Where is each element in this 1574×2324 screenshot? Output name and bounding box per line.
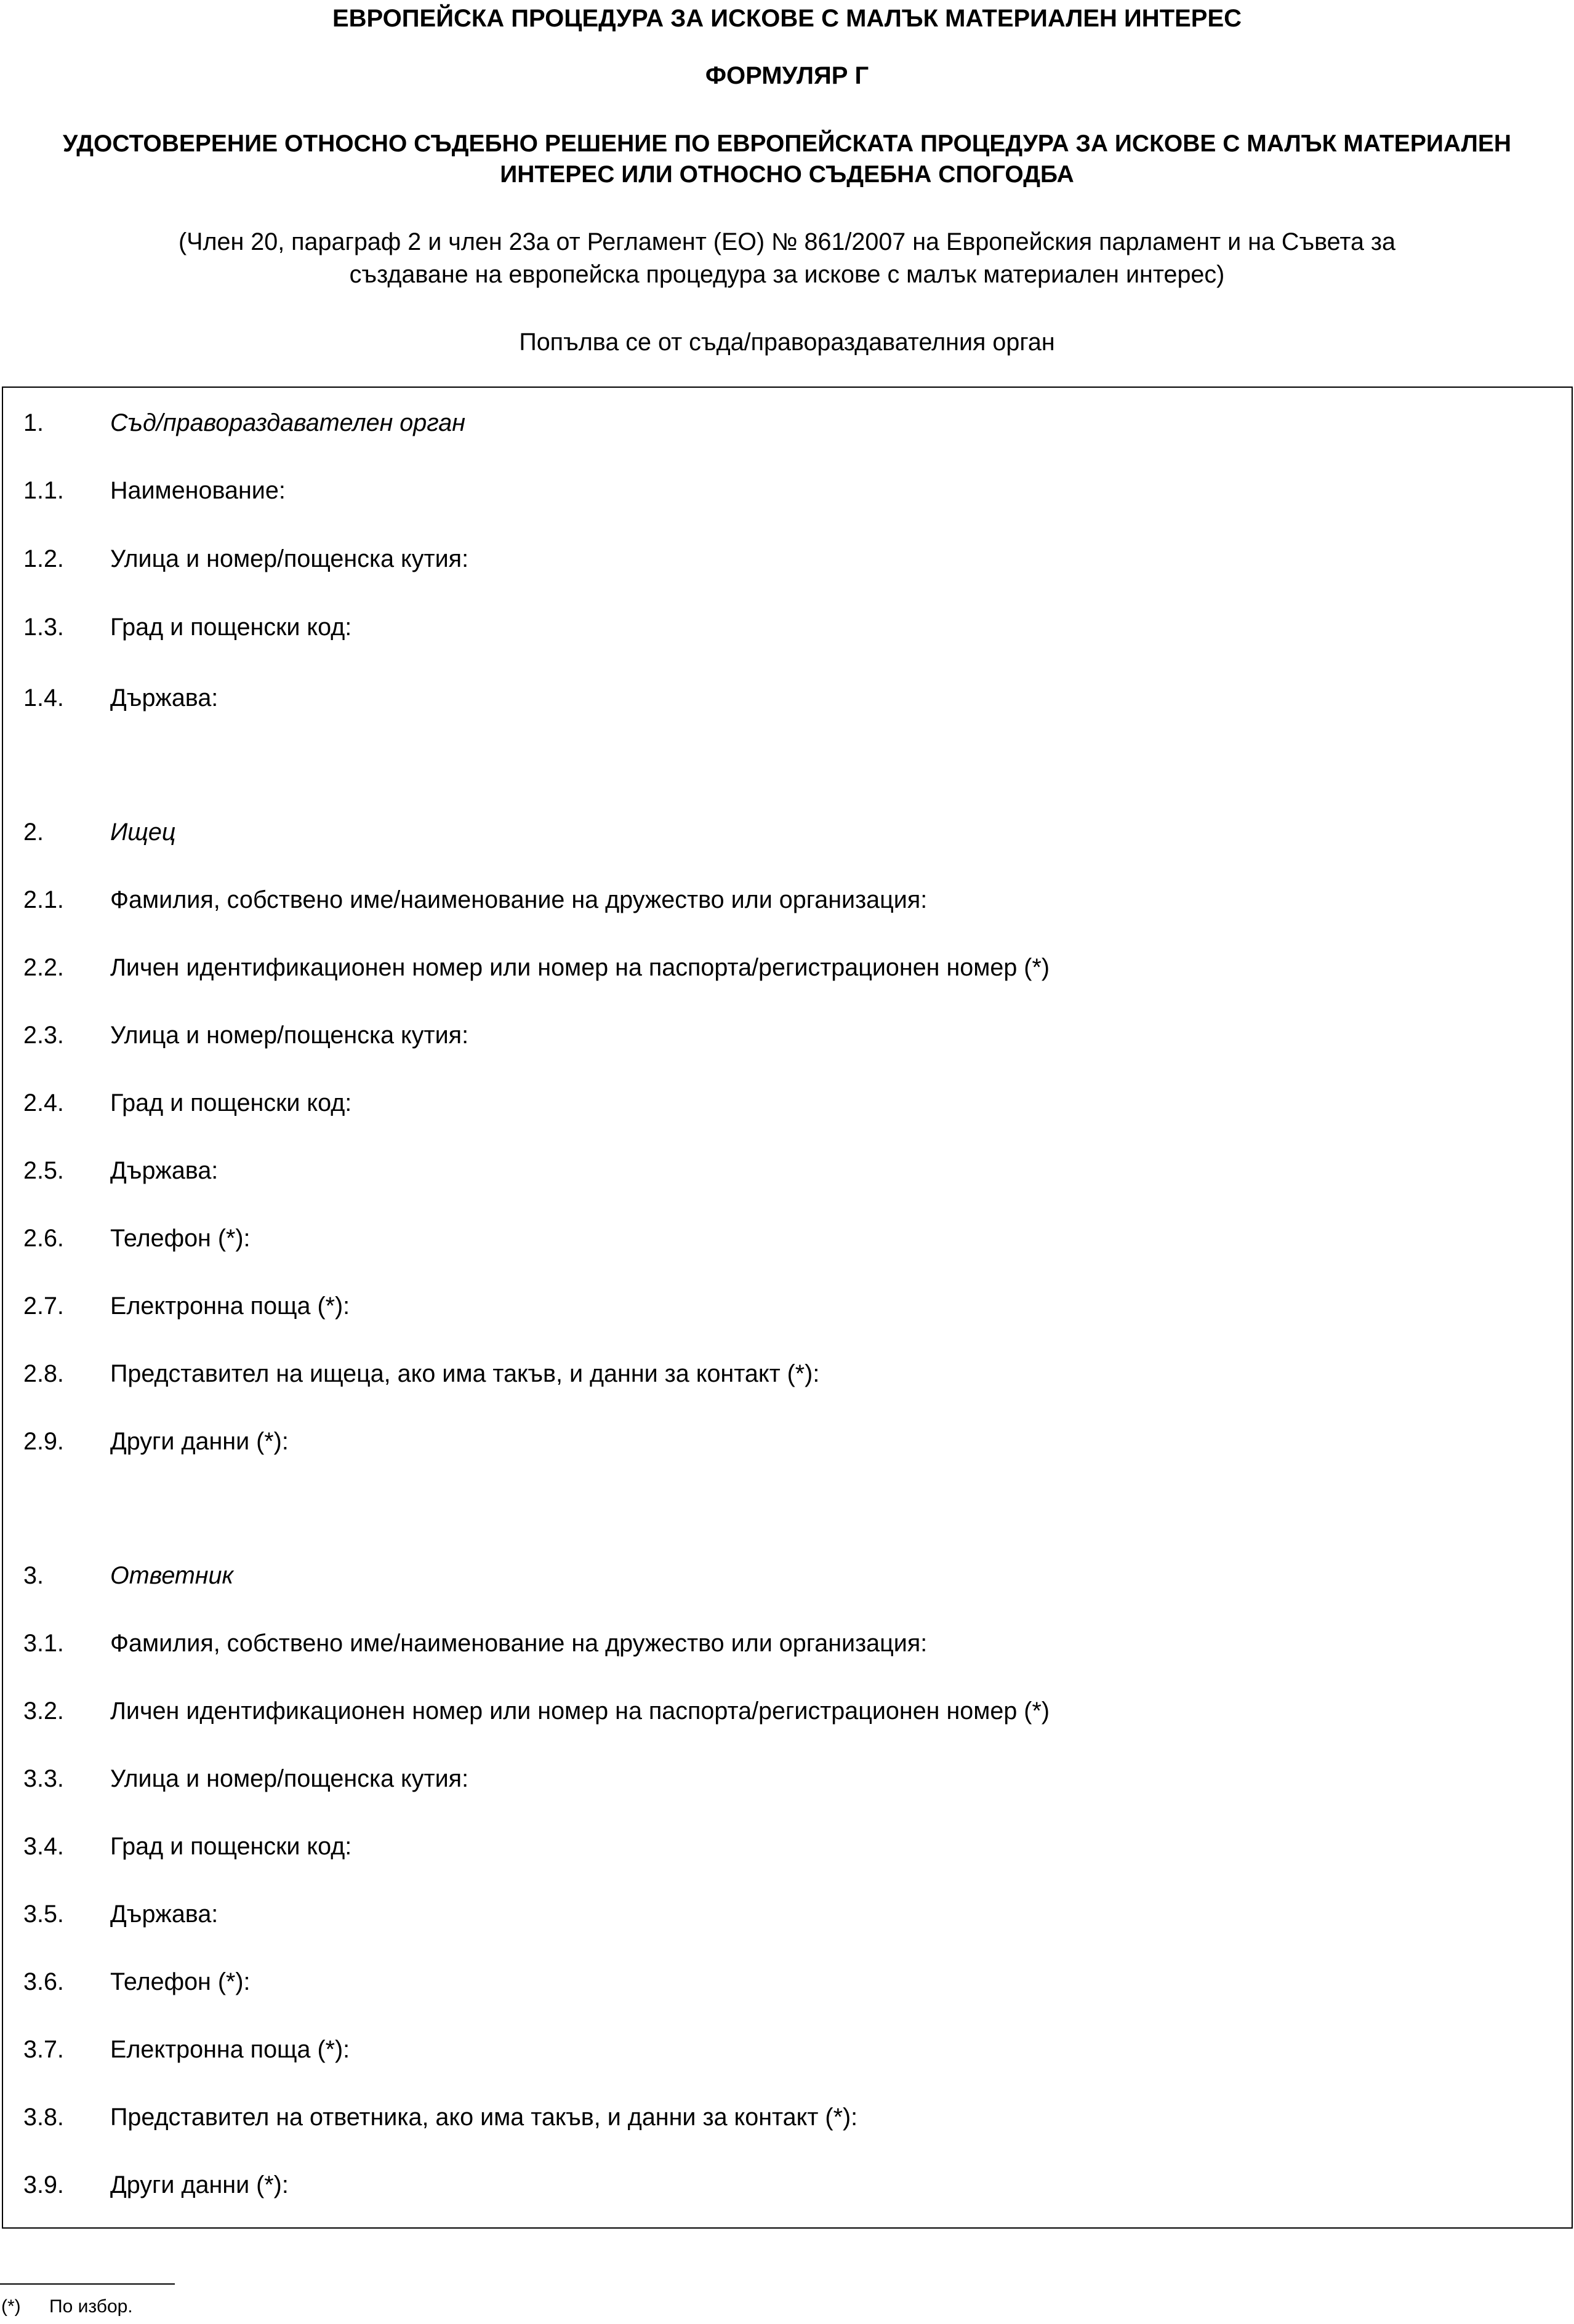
form-field-row[interactable] xyxy=(3,547,1572,578)
field-number: 2.5. xyxy=(23,1157,64,1184)
form-field-row[interactable] xyxy=(3,2038,1572,2069)
field-number: 1.3. xyxy=(23,614,64,641)
field-number: 3.2. xyxy=(23,1697,64,1725)
footnote-text: По избор. xyxy=(49,2296,133,2317)
field-number: 3.3. xyxy=(23,1765,64,1792)
field-label: Електронна поща (*): xyxy=(110,1292,350,1320)
field-label: Фамилия, собствено име/наименование на дружество или организация: xyxy=(110,886,928,913)
form-field-row[interactable] xyxy=(3,1362,1572,1393)
form-field-row[interactable] xyxy=(3,1227,1572,1257)
field-label: Други данни (*): xyxy=(110,2171,289,2198)
field-number: 3.8. xyxy=(23,2104,64,2131)
section-heading-court xyxy=(3,411,1572,442)
field-number: 2.1. xyxy=(23,886,64,913)
field-label: Други данни (*): xyxy=(110,1428,289,1455)
section-heading-defendant xyxy=(3,1564,1572,1595)
field-number: 1.2. xyxy=(23,545,64,572)
field-label: Представител на ответника, ако има такъв, и данни за контакт (*): xyxy=(110,2104,858,2131)
field-number: 3.6. xyxy=(23,1968,64,1995)
field-label: Град и пощенски код: xyxy=(110,614,352,641)
field-label: Телефон (*): xyxy=(110,1225,251,1252)
certificate-title-line-2: ИНТЕРЕС ИЛИ ОТНОСНО СЪДЕБНА СПОГОДБА xyxy=(500,161,1074,188)
form-field-row[interactable] xyxy=(3,2106,1572,2136)
form-field-row[interactable] xyxy=(3,956,1572,987)
form-field-row[interactable] xyxy=(3,1159,1572,1190)
field-number: 2.6. xyxy=(23,1225,64,1252)
field-label: Наименование: xyxy=(110,477,286,504)
field-label: Град и пощенски код: xyxy=(110,1089,352,1116)
procedure-title: ЕВРОПЕЙСКА ПРОЦЕДУРА ЗА ИСКОВЕ С МАЛЪК МАТЕРИАЛЕН ИНТЕРЕС xyxy=(332,5,1242,32)
section-heading-claimant xyxy=(3,820,1572,851)
form-box xyxy=(2,387,1573,2229)
section-number: 1. xyxy=(23,409,44,436)
field-number: 1.4. xyxy=(23,684,64,711)
field-number: 2.3. xyxy=(23,1022,64,1049)
form-field-row[interactable] xyxy=(3,888,1572,919)
field-label: Държава: xyxy=(110,1157,219,1184)
field-label: Представител на ищеца, ако има такъв, и данни за контакт (*): xyxy=(110,1360,820,1387)
field-number: 2.7. xyxy=(23,1292,64,1320)
form-field-row[interactable] xyxy=(3,1699,1572,1730)
field-label: Личен идентификационен номер или номер на паспорта/регистрационен номер (*) xyxy=(110,954,1050,981)
form-field-row[interactable] xyxy=(3,686,1572,717)
form-field-row[interactable] xyxy=(3,1091,1572,1122)
section-number: 2. xyxy=(23,819,44,846)
field-label: Електронна поща (*): xyxy=(110,2036,350,2063)
field-label: Фамилия, собствено име/наименование на дружество или организация: xyxy=(110,1630,928,1657)
field-label: Държава: xyxy=(110,684,219,711)
field-number: 2.8. xyxy=(23,1360,64,1387)
form-field-row[interactable] xyxy=(3,615,1572,646)
field-number: 3.7. xyxy=(23,2036,64,2063)
form-field-row[interactable] xyxy=(3,1430,1572,1461)
field-label: Държава: xyxy=(110,1901,219,1928)
field-number: 3.5. xyxy=(23,1901,64,1928)
field-label: Град и пощенски код: xyxy=(110,1833,352,1860)
section-title: Съд/правораздавателен орган xyxy=(110,409,465,436)
field-number: 3.9. xyxy=(23,2171,64,2198)
field-label: Улица и номер/пощенска кутия: xyxy=(110,545,469,572)
section-number: 3. xyxy=(23,1562,44,1589)
field-number: 3.1. xyxy=(23,1630,64,1657)
field-label: Улица и номер/пощенска кутия: xyxy=(110,1022,469,1049)
form-field-row[interactable] xyxy=(3,2173,1572,2204)
filled-by-note: Попълва се от съда/правораздавателния орган xyxy=(519,329,1055,356)
certificate-title-line-1: УДОСТОВЕРЕНИЕ ОТНОСНО СЪДЕБНО РЕШЕНИЕ ПО ЕВРОПЕЙСКАТА ПРОЦЕДУРА ЗА ИСКОВЕ С МАЛЪК МАТЕРИАЛЕН xyxy=(62,130,1512,157)
legal-basis-line-2: създаване на европейска процедура за искове с малък материален интерес) xyxy=(349,261,1225,288)
form-field-row[interactable] xyxy=(3,1767,1572,1798)
field-label: Улица и номер/пощенска кутия: xyxy=(110,1765,469,1792)
form-field-row[interactable] xyxy=(3,1835,1572,1865)
field-number: 3.4. xyxy=(23,1833,64,1860)
form-field-row[interactable] xyxy=(3,1632,1572,1662)
field-number: 2.2. xyxy=(23,954,64,981)
field-number: 2.4. xyxy=(23,1089,64,1116)
footnote-separator xyxy=(0,2283,175,2285)
legal-basis-line-1: (Член 20, параграф 2 и член 23а от Регламент (ЕО) № 861/2007 на Европейския парламент и на Съвета за xyxy=(178,228,1396,255)
form-field-row[interactable] xyxy=(3,1902,1572,1933)
form-field-row[interactable] xyxy=(3,1024,1572,1054)
footnote-mark: (*) xyxy=(1,2296,21,2317)
field-label: Телефон (*): xyxy=(110,1968,251,1995)
form-field-row[interactable] xyxy=(3,1970,1572,2001)
field-label: Личен идентификационен номер или номер на паспорта/регистрационен номер (*) xyxy=(110,1697,1050,1725)
field-number: 2.9. xyxy=(23,1428,64,1455)
form-field-row[interactable] xyxy=(3,1294,1572,1325)
section-title: Ищец xyxy=(110,819,176,846)
section-title: Ответник xyxy=(110,1562,234,1589)
form-title: ФОРМУЛЯР Г xyxy=(705,62,869,89)
form-field-row[interactable] xyxy=(3,479,1572,510)
field-number: 1.1. xyxy=(23,477,64,504)
